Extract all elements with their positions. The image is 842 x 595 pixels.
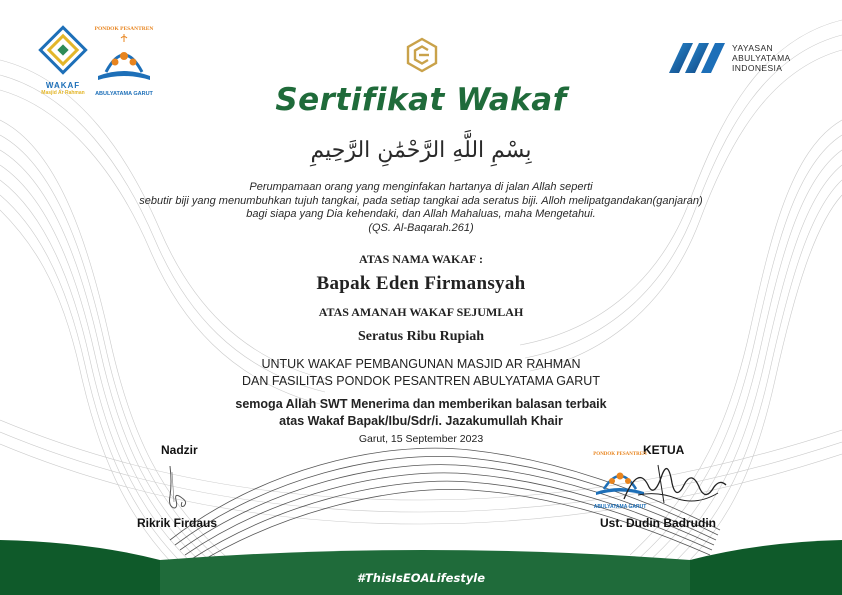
yayasan-logo xyxy=(669,42,829,76)
nadzir-name: Rikrik Firdaus xyxy=(137,516,218,530)
verse-line: Perumpamaan orang yang menginfakan hartanya di jalan Allah seperti xyxy=(249,181,593,193)
on-behalf-label: ATAS NAMA WAKAF : xyxy=(359,252,483,266)
nadzir-signature-image xyxy=(160,462,200,512)
pesantren-bottom-text: ABULYATAMA GARUT xyxy=(95,91,153,97)
yayasan-text-line2: ABULYATAMA xyxy=(732,53,791,63)
amount-label: ATAS AMANAH WAKAF SEJUMLAH xyxy=(318,305,524,319)
verse-citation: (QS. Al-Baqarah.261) xyxy=(368,221,474,234)
prayer-line: semoga Allah SWT Menerima dan memberikan balasan terbaik xyxy=(235,397,607,411)
donation-amount: Seratus Ribu Rupiah xyxy=(357,329,485,344)
yayasan-emblem-icon xyxy=(669,42,727,74)
ketua-name: Ust. Dudin Badrudin xyxy=(600,516,716,530)
pesantren-top-text: PONDOK PESANTREN xyxy=(94,26,154,32)
ketua-role-label: KETUA xyxy=(643,443,685,457)
stamp-bottom-text: ABULYATAMA GARUT xyxy=(593,504,647,510)
ketua-signature-image xyxy=(618,455,728,510)
wakaf-subtitle: Masjid Ar Rahman xyxy=(41,90,85,96)
prayer-line: atas Wakaf Bapak/Ibu/Sdr/i. Jazakumullah Khair xyxy=(279,414,563,428)
purpose-line: UNTUK WAKAF PEMBANGUNAN MASJID AR RAHMAN xyxy=(261,357,581,371)
wakaf-brand-text: WAKAF xyxy=(45,81,81,90)
verse-line: bagi siapa yang Dia kehendaki, dan Allah Mahaluas, maha Mengetahui. xyxy=(246,208,596,220)
donation-purpose xyxy=(0,356,842,390)
pesantren-emblem-icon xyxy=(90,32,158,86)
basmalah-calligraphy: بِسْمِ اللَّهِ الرَّحْمَٰنِ الرَّحِيمِ xyxy=(310,138,532,163)
wakaf-emblem-icon xyxy=(33,24,93,76)
prayer-text xyxy=(0,396,842,430)
yayasan-text-line3: INDONESIA xyxy=(732,63,783,73)
certificate-title: Sertifikat Wakaf xyxy=(275,82,567,118)
nadzir-role-label: Nadzir xyxy=(161,443,198,457)
yayasan-text-line1: YAYASAN xyxy=(732,43,774,53)
issue-date: Garut, 15 September 2023 xyxy=(358,433,484,445)
eoa-emblem-icon xyxy=(403,36,441,74)
donor-name: Bapak Eden Firmansyah xyxy=(316,273,526,294)
purpose-line: DAN FASILITAS PONDOK PESANTREN ABULYATAMA GARUT xyxy=(242,374,600,388)
verse-line: sebutir biji yang menumbuhkan tujuh tangkai, pada setiap tangkai ada seratus biji. Alloh melipatgandakan(ganjaran) xyxy=(139,194,703,207)
footer-green-band xyxy=(0,540,842,595)
footer-hashtag: #ThisIsEOALifestyle xyxy=(356,571,486,585)
stamp-top-text: PONDOK PESANTREN xyxy=(593,452,647,457)
quran-verse xyxy=(0,181,842,235)
